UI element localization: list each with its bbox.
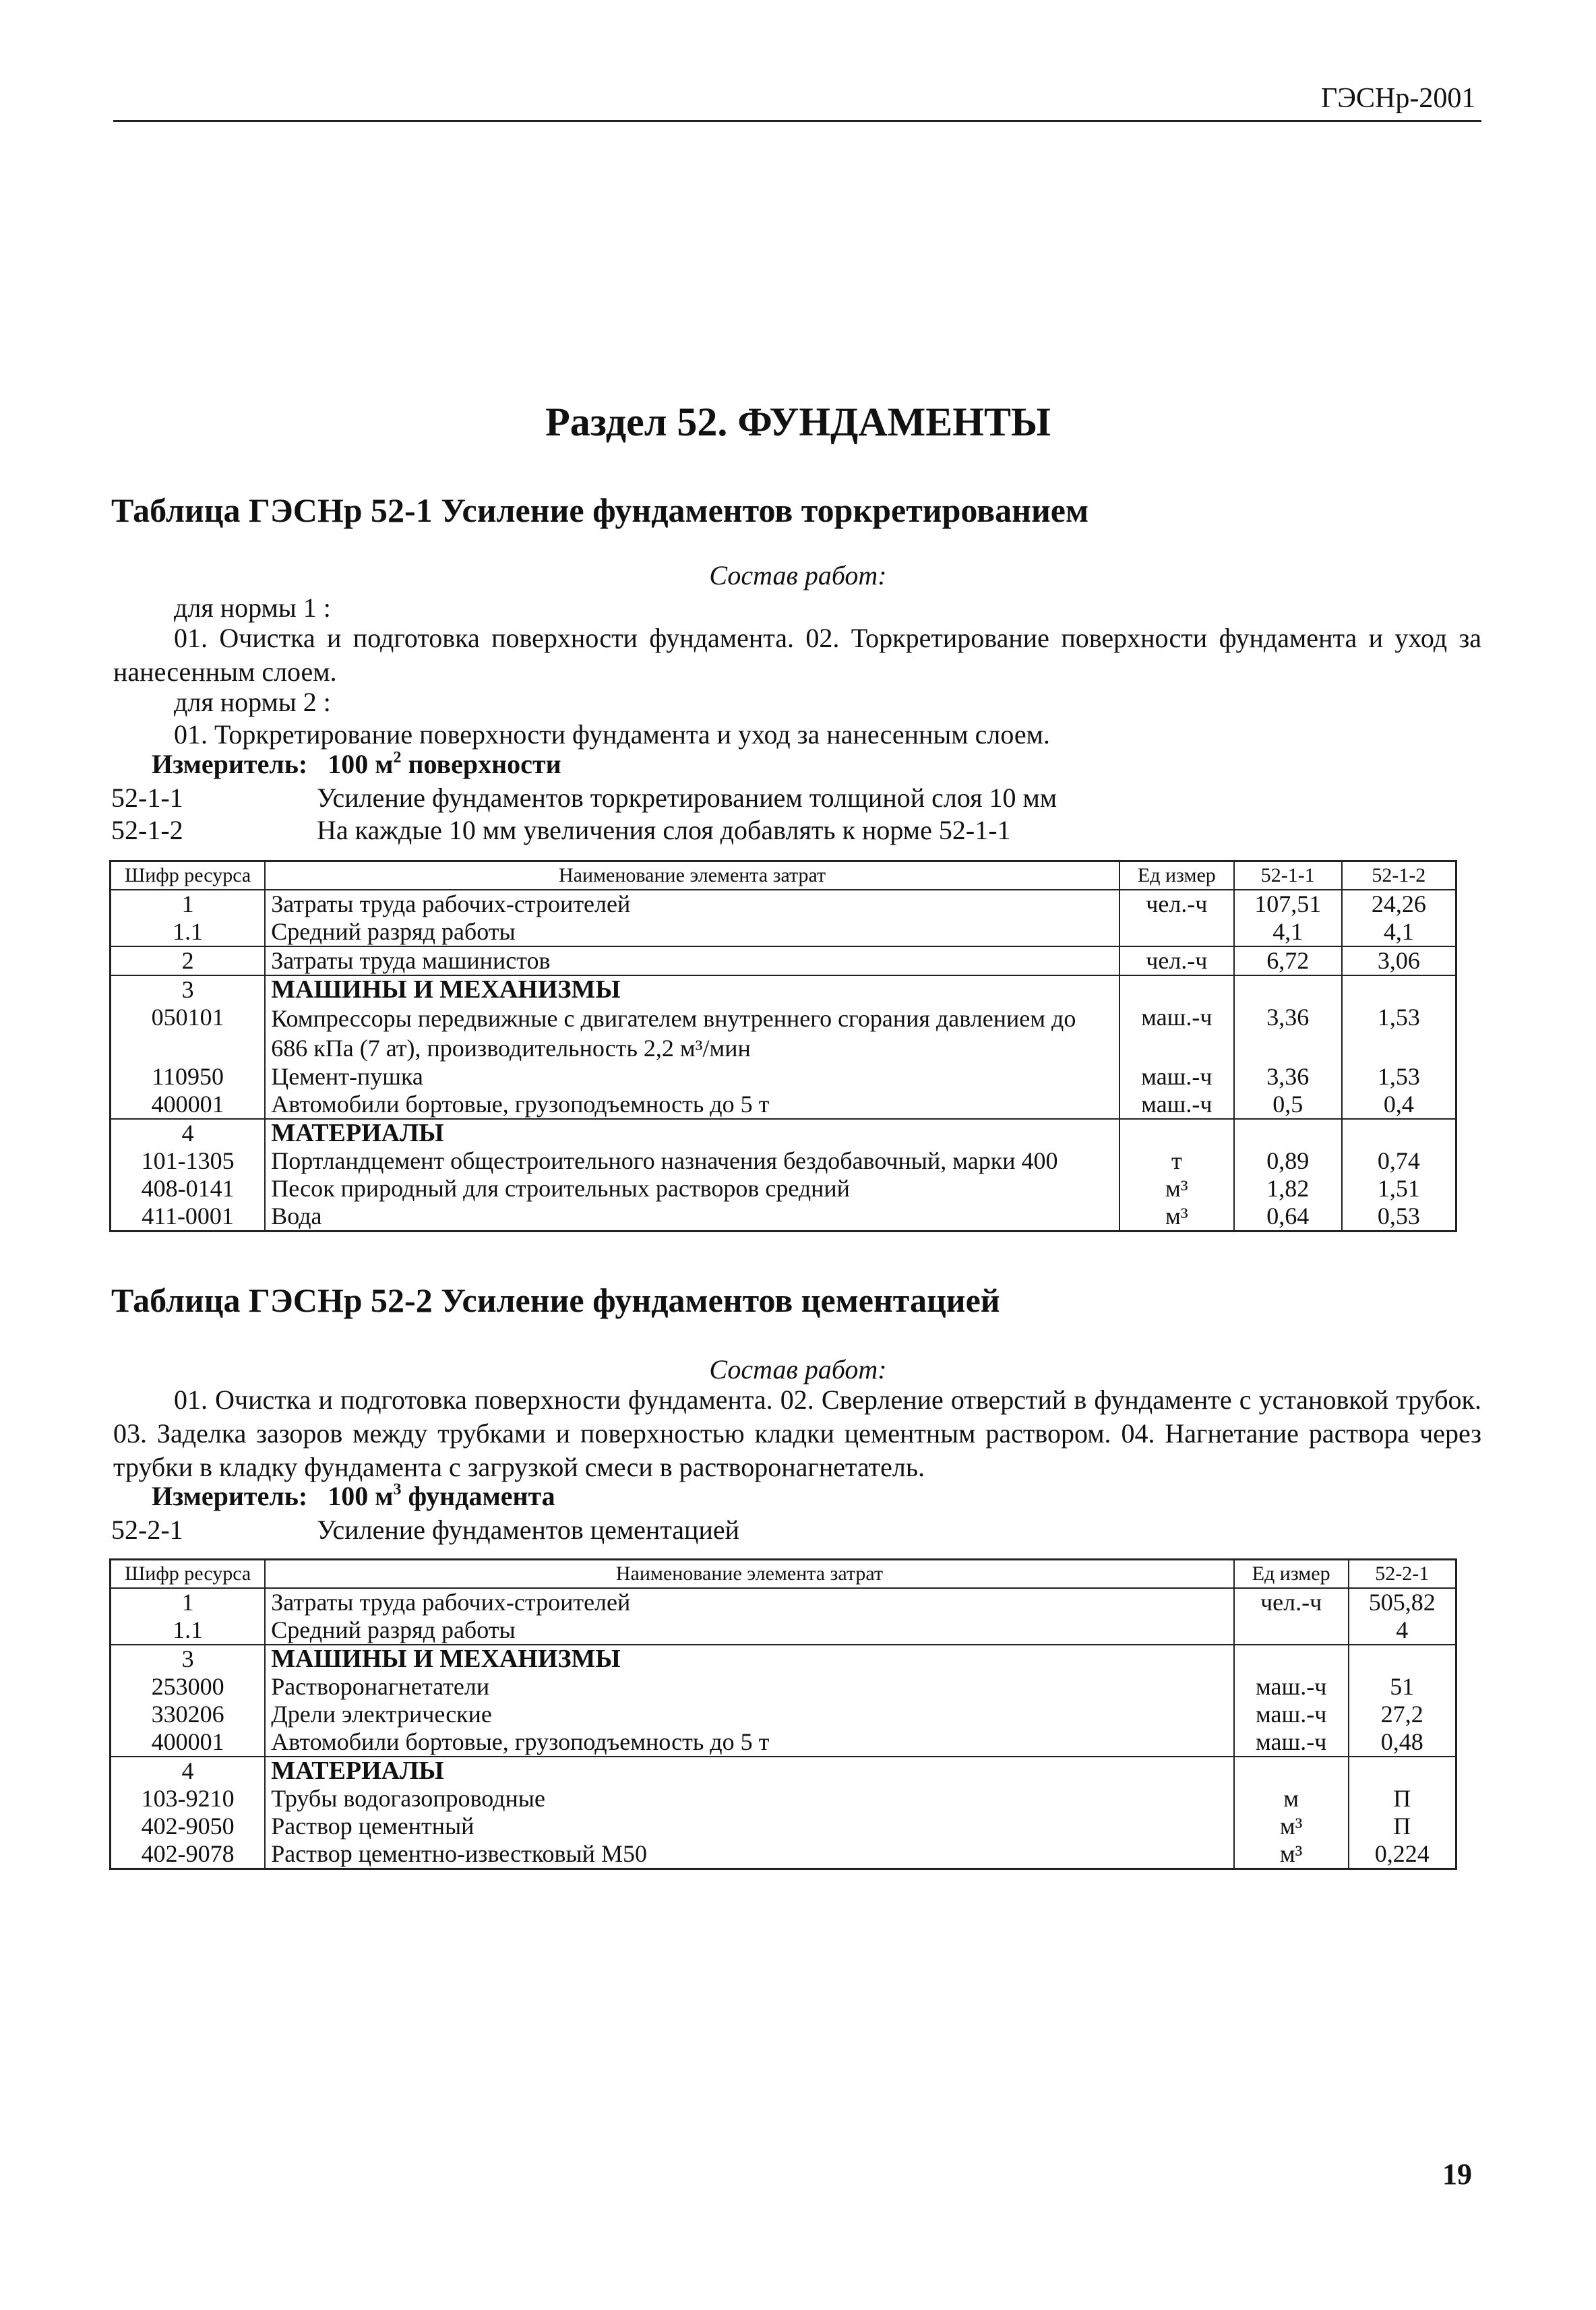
table1-title: Таблица ГЭСНр 52-1 Усиление фундаментов торкретированием [111,491,1089,529]
table-row [111,1645,1456,1673]
norm-text: Усиление фундаментов цементацией [317,1515,740,1545]
cell-code: 1 [111,1588,266,1616]
norm-code: 52-1-1 [111,783,183,813]
cell-code: 408-0141 [111,1175,266,1203]
category-heading: МАШИНЫ И МЕХАНИЗМЫ [265,975,1119,1004]
col-header-name: Наименование элемента затрат [265,861,1119,890]
cell-value: 4,1 [1342,918,1456,946]
cell-unit: т [1119,1147,1234,1175]
cell-value: 27,2 [1349,1701,1456,1728]
table-row [111,1004,1456,1063]
header-rule [113,120,1481,122]
cell-unit: м³ [1119,1203,1234,1232]
empty-cell [1119,1119,1234,1147]
empty-cell [1234,1119,1342,1147]
cell-name: Растворонагнетатели [265,1673,1233,1701]
empty-cell [1342,975,1456,1004]
cell-value: 1,82 [1234,1175,1342,1203]
cell-name: Цемент-пушка [265,1063,1119,1091]
table1-norm1-label: для нормы 1 : [174,592,331,623]
meter-unit: поверхности [408,749,561,779]
cell-value: 1,51 [1342,1175,1456,1203]
cell-value: 0,48 [1349,1728,1456,1757]
empty-cell [1342,1119,1456,1147]
section-title: Раздел 52. ФУНДАМЕНТЫ [545,400,1051,444]
table2-title: Таблица ГЭСНр 52-2 Усиление фундаментов цементацией [111,1281,1000,1319]
cell-unit: м³ [1234,1840,1349,1869]
cell-unit [1234,1616,1349,1645]
cell-value: 1,53 [1342,1063,1456,1091]
cell-code: 402-9078 [111,1840,266,1869]
category-heading: МАТЕРИАЛЫ [265,1757,1233,1785]
table1-norm2-text: 01. Торкретирование поверхности фундамента и уход за нанесенным слоем. [174,719,1050,750]
cell-value: 3,36 [1234,1004,1342,1063]
col-header-unit: Ед измер [1234,1560,1349,1589]
cell-value: 505,82 [1349,1588,1456,1616]
cell-unit: чел.-ч [1119,890,1234,918]
norm-code: 52-1-2 [111,815,183,845]
cell-unit: чел.-ч [1234,1588,1349,1616]
table1-norm2-label: для нормы 2 : [174,687,331,717]
cell-unit [1119,918,1234,946]
table1-norm1-text: 01. Очистка и подготовка поверхности фундамента. 02. Торкретирование поверхности фундамента и уход за нанесенным слоем. [113,623,1481,687]
cell-code: 103-9210 [111,1785,266,1813]
cell-name: Автомобили бортовые, грузоподъемность до 5 т [265,1728,1233,1757]
cell-code: 3 [111,975,266,1004]
cell-value: 3,36 [1234,1063,1342,1091]
cell-code: 400001 [111,1091,266,1119]
table1-composition-label: Состав работ: [709,560,887,590]
category-heading: МАТЕРИАЛЫ [265,1119,1119,1147]
cell-name: Дрели электрические [265,1701,1233,1728]
cell-value: 1,53 [1342,1004,1456,1063]
empty-cell [1234,1645,1349,1673]
table-row [111,1119,1456,1147]
table-row [111,975,1456,1004]
col-header-norm: 52-2-1 [1349,1560,1456,1589]
table2-work-text: 01. Очистка и подготовка поверхности фундамента. 02. Сверление отверстий в фундаменте с установкой трубок. 03. Заделка зазоров между трубками и поверхностью кладки цементным раствором. 04. Нагнетание раствора через трубки в кладку фундамента с загрузкой смеси в растворонагнетатель. [113,1385,1481,1482]
empty-cell [1234,975,1342,1004]
category-heading: МАШИНЫ И МЕХАНИЗМЫ [265,1645,1233,1673]
document-code: ГЭСНр-2001 [1321,83,1476,114]
cell-value: 0,64 [1234,1203,1342,1232]
cell-value: П [1349,1813,1456,1840]
col-header-name: Наименование элемента затрат [265,1560,1233,1589]
cell-unit: маш.-ч [1234,1701,1349,1728]
cell-code: 1.1 [111,918,266,946]
meter-label: Измеритель: [152,1481,308,1511]
cell-value: 0,5 [1234,1091,1342,1119]
norm-text: На каждые 10 мм увеличения слоя добавлять к норме 52-1-1 [317,815,1011,845]
cell-value: 4 [1349,1616,1456,1645]
cell-code: 4 [111,1119,266,1147]
cell-value: 4,1 [1234,918,1342,946]
cell-unit: маш.-ч [1119,1091,1234,1119]
cell-code: 110950 [111,1063,266,1091]
cell-value: 0,4 [1342,1091,1456,1119]
table-row [111,1701,1456,1728]
cell-code: 253000 [111,1673,266,1701]
table-row [111,890,1456,918]
cell-value: 6,72 [1234,946,1342,975]
cell-name: Средний разряд работы [265,918,1119,946]
table1-meter [152,748,561,780]
table2-composition-label: Состав работ: [709,1354,887,1385]
table-row [111,1616,1456,1645]
cell-name: Раствор цементно-известковый М50 [265,1840,1233,1869]
norm-code: 52-2-1 [111,1515,183,1545]
table2-meter [152,1480,555,1512]
cell-unit: м [1234,1785,1349,1813]
cell-value: 0,74 [1342,1147,1456,1175]
cell-unit: маш.-ч [1234,1673,1349,1701]
table-header-row [111,861,1456,890]
cell-code: 3 [111,1645,266,1673]
cell-unit: маш.-ч [1119,1004,1234,1063]
table-row [111,1147,1456,1175]
table-row [111,1673,1456,1701]
cell-name: Затраты труда машинистов [265,946,1119,975]
cell-name: Раствор цементный [265,1813,1233,1840]
cell-name: Компрессоры передвижные с двигателем внутреннего сгорания давлением до 686 кПа (7 ат), производительность 2,2 м³/мин [265,1004,1119,1063]
table-row [111,1728,1456,1757]
cell-unit: чел.-ч [1119,946,1234,975]
empty-cell [1349,1757,1456,1785]
resource-table-1 [109,860,1457,1232]
empty-cell [1119,975,1234,1004]
cell-value: 51 [1349,1673,1456,1701]
col-header-norm: 52-1-2 [1342,861,1456,890]
table-row [111,1175,1456,1203]
cell-code: 050101 [111,1004,266,1063]
cell-name: Средний разряд работы [265,1616,1233,1645]
table-row [111,1785,1456,1813]
table-row [111,1063,1456,1091]
cell-code: 1 [111,890,266,918]
cell-code: 402-9050 [111,1813,266,1840]
cell-name: Автомобили бортовые, грузоподъемность до 5 т [265,1091,1119,1119]
table-row [111,1757,1456,1785]
table-row [111,1840,1456,1869]
meter-label: Измеритель: [152,749,308,779]
cell-value: 107,51 [1234,890,1342,918]
col-header-norm: 52-1-1 [1234,861,1342,890]
empty-cell [1234,1757,1349,1785]
col-header-code: Шифр ресурса [111,861,266,890]
cell-code: 2 [111,946,266,975]
cell-name: Трубы водогазопроводные [265,1785,1233,1813]
col-header-code: Шифр ресурса [111,1560,266,1589]
table-row [111,1813,1456,1840]
table-row [111,946,1456,975]
cell-unit: маш.-ч [1234,1728,1349,1757]
cell-code: 400001 [111,1728,266,1757]
page-number: 19 [1442,2158,1472,2191]
empty-cell [1349,1645,1456,1673]
meter-value: 100 м [328,1481,394,1511]
cell-unit: маш.-ч [1119,1063,1234,1091]
cell-value: 0,53 [1342,1203,1456,1232]
cell-name: Затраты труда рабочих-строителей [265,890,1119,918]
meter-sup: 2 [393,748,402,766]
cell-code: 1.1 [111,1616,266,1645]
norm-text: Усиление фундаментов торкретированием толщиной слоя 10 мм [317,783,1057,813]
cell-value: 0,224 [1349,1840,1456,1869]
cell-name: Портландцемент общестроительного назначения бездобавочный, марки 400 [265,1147,1119,1175]
table-row [111,1588,1456,1616]
table-row [111,918,1456,946]
table-row [111,1091,1456,1119]
cell-value: 24,26 [1342,890,1456,918]
meter-value: 100 м [328,749,394,779]
cell-code: 411-0001 [111,1203,266,1232]
cell-code: 330206 [111,1701,266,1728]
cell-value: 3,06 [1342,946,1456,975]
cell-code: 101-1305 [111,1147,266,1175]
cell-name: Затраты труда рабочих-строителей [265,1588,1233,1616]
table-row [111,1203,1456,1232]
cell-unit: м³ [1119,1175,1234,1203]
col-header-unit: Ед измер [1119,861,1234,890]
resource-table-2 [109,1558,1457,1870]
cell-value: П [1349,1785,1456,1813]
cell-name: Песок природный для строительных растворов средний [265,1175,1119,1203]
cell-name: Вода [265,1203,1119,1232]
table-header-row [111,1560,1456,1589]
cell-code: 4 [111,1757,266,1785]
meter-unit: фундамента [408,1481,555,1511]
cell-value: 0,89 [1234,1147,1342,1175]
meter-sup: 3 [393,1480,402,1498]
cell-unit: м³ [1234,1813,1349,1840]
